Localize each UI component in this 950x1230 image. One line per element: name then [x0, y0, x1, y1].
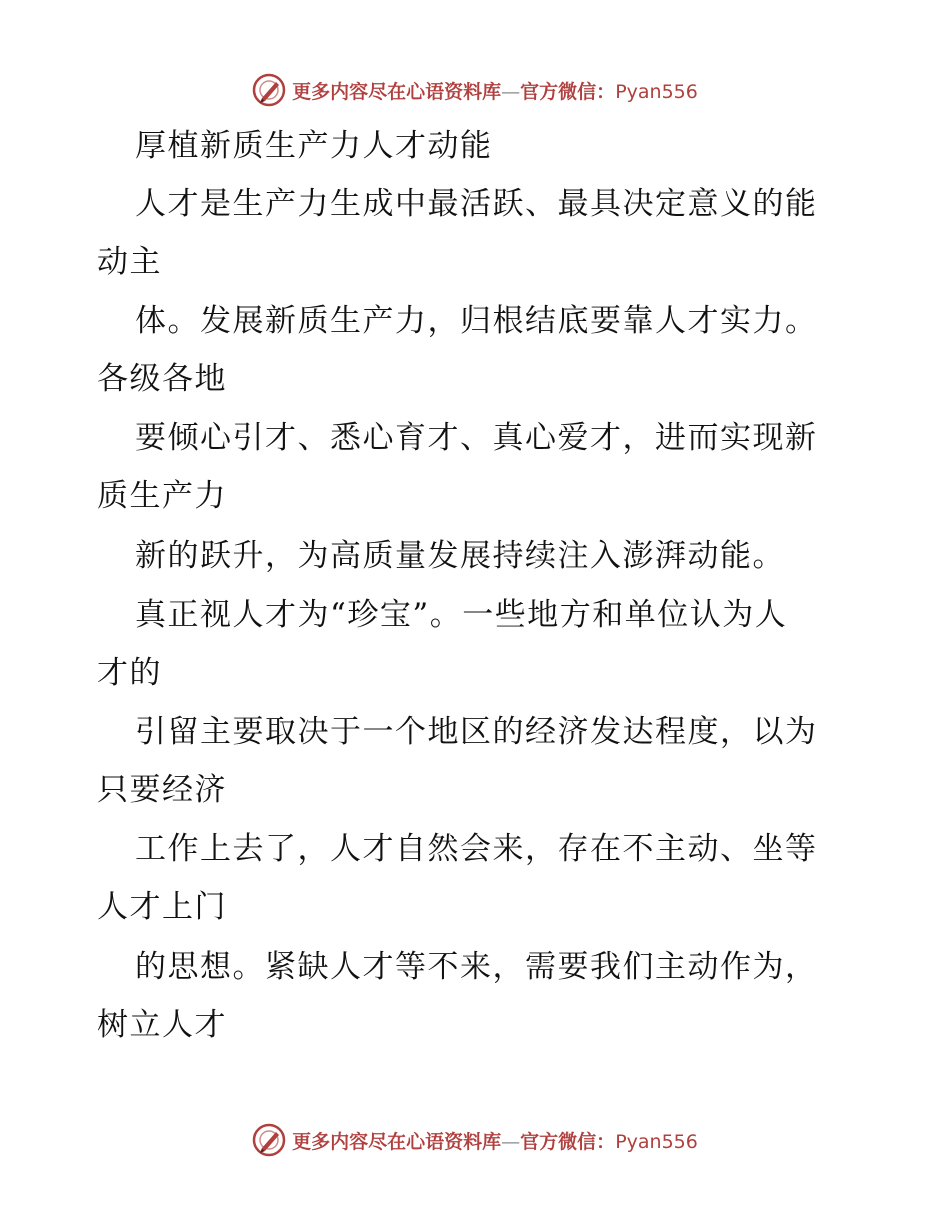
doc-line: 才的: [97, 655, 162, 691]
banner-label: 官方微信：: [520, 80, 616, 103]
doc-line: 新的跃升，为高质量发展持续注入澎湃动能。: [135, 538, 785, 574]
banner-account: Pyan556: [615, 1130, 698, 1153]
banner-text: [292, 1127, 698, 1154]
pen-nib-logo-icon: [252, 73, 286, 107]
doc-line: 质生产力: [97, 478, 227, 514]
banner-separator: —: [501, 1130, 521, 1153]
doc-line: 真正视人才为“珍宝”。一些地方和单位认为人: [135, 597, 788, 633]
banner-account: Pyan556: [615, 80, 698, 103]
header-banner: [0, 70, 950, 110]
banner-title: 更多内容尽在心语资料库: [292, 1130, 502, 1153]
doc-line: 各级各地: [97, 361, 227, 397]
doc-line: 人才是生产力生成中最活跃、最具决定意义的能: [135, 186, 818, 222]
doc-line: 树立人才: [97, 1007, 227, 1043]
banner-text: [292, 77, 698, 104]
doc-line: 只要经济: [97, 772, 227, 808]
doc-line: 的思想。紧缺人才等不来，需要我们主动作为，: [135, 949, 818, 985]
banner-title: 更多内容尽在心语资料库: [292, 80, 502, 103]
banner-separator: —: [501, 80, 521, 103]
doc-line: 体。发展新质生产力，归根结底要靠人才实力。: [135, 303, 818, 339]
banner-label: 官方微信：: [520, 1130, 616, 1153]
doc-line: 引留主要取决于一个地区的经济发达程度，以为: [135, 714, 818, 750]
footer-banner: [0, 1120, 950, 1160]
doc-line: 动主: [97, 244, 162, 280]
doc-line: 工作上去了，人才自然会来，存在不主动、坐等: [135, 831, 818, 867]
doc-line: 要倾心引才、悉心育才、真心爱才，进而实现新: [135, 420, 818, 456]
pen-nib-logo-icon: [252, 1123, 286, 1157]
doc-line: 人才上门: [97, 889, 227, 925]
doc-heading: 厚植新质生产力人才动能: [135, 128, 493, 164]
